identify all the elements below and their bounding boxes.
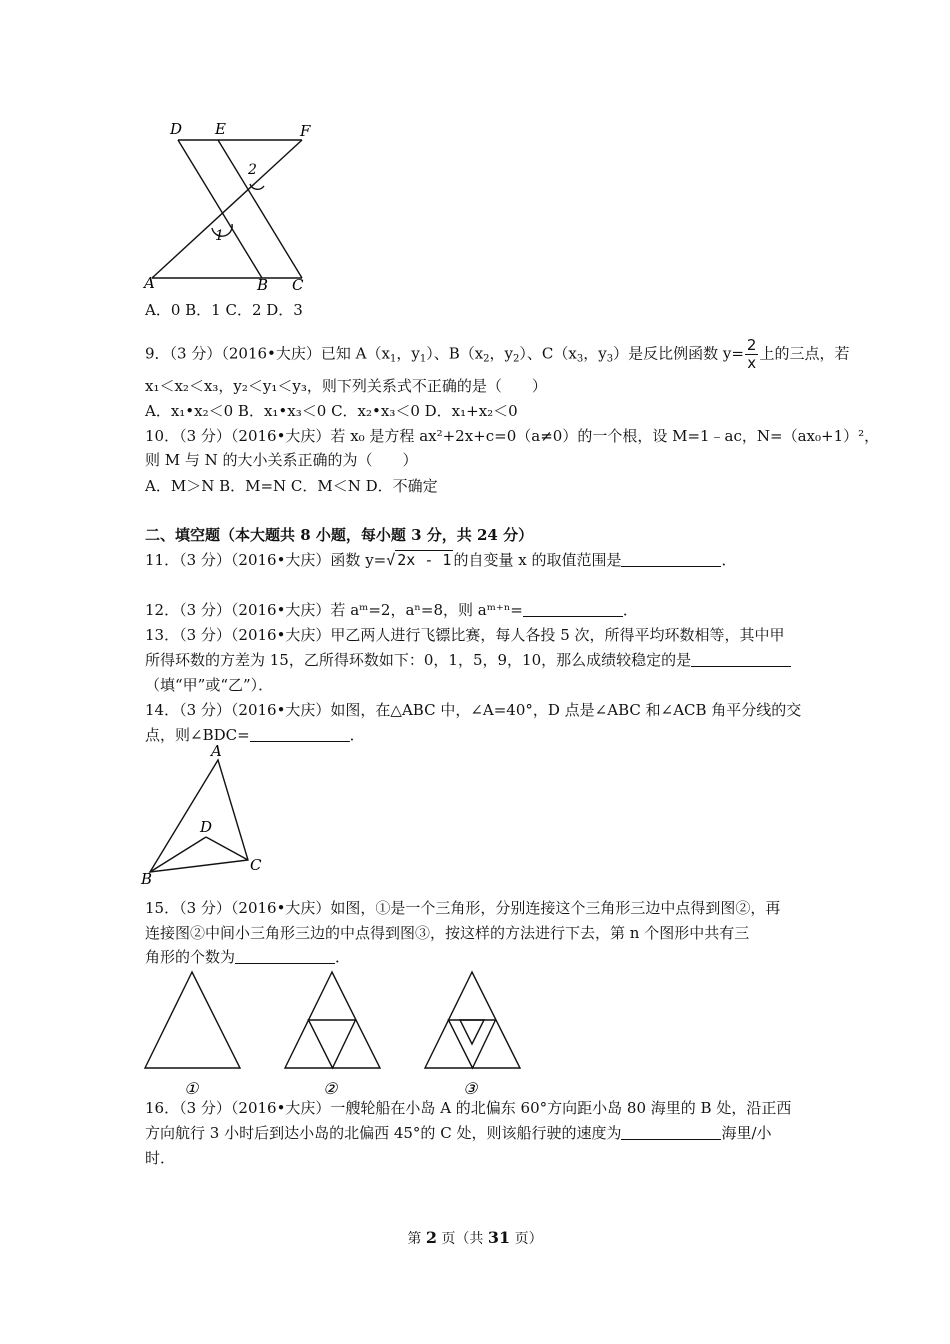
q15-line3-text: 角形的个数为 <box>145 948 236 966</box>
q16-answer-blank[interactable] <box>621 1125 721 1140</box>
label-B: B <box>141 870 153 887</box>
q16-line2 <box>145 1123 772 1143</box>
caption-1: ① <box>184 1079 199 1098</box>
figure-triangle-sequence <box>140 968 530 1100</box>
q9-sub2: 1 <box>419 353 427 365</box>
footer-mid: 页（共 <box>436 1231 488 1247</box>
q12-text: 12．（3 分）（2016•大庆）若 aᵐ=2，aⁿ=8，则 aᵐ⁺ⁿ= <box>145 601 523 619</box>
label-D: D <box>170 120 183 138</box>
q9-frac-den: x <box>747 354 757 372</box>
q11 <box>145 550 736 570</box>
q10-line2: 则 M 与 N 的大小关系正确的为（ ） <box>145 451 418 469</box>
label-A: A <box>211 742 222 760</box>
q9-mid2: ）、C（x <box>519 344 577 363</box>
q11-prefix: 11．（3 分）（2016•大庆）函数 y= <box>145 551 387 569</box>
figure-parallel-lines <box>140 118 330 298</box>
q13-line3: （填“甲”或“乙”）． <box>145 676 274 694</box>
q8-options: A．0 B．1 C．2 D．3 <box>145 301 303 319</box>
q11-end: ． <box>721 551 737 569</box>
q14-line1: 14．（3 分）（2016•大庆）如图，在△ABC 中，∠A=40°，D 点是∠ABC 和∠ACB 角平分线的交 <box>145 701 802 719</box>
label-A: A <box>144 274 155 292</box>
q15-line2: 连接图②中间小三角形三边的中点得到图③，按这样的方法进行下去，第 n 个图形中共有三 <box>145 924 750 942</box>
q14-end: ． <box>349 726 365 744</box>
figure-triangle-abc <box>138 742 268 887</box>
label-C: C <box>292 276 304 294</box>
q16-line2-end: 海里/小 <box>721 1124 772 1142</box>
q9-line2: x₁＜x₂＜x₃，y₂＜y₁＜y₃，则下列关系式不正确的是（ ） <box>145 377 547 395</box>
q9-suffix: 上的三点，若 <box>759 344 850 363</box>
q11-suffix: 的自变量 x 的取值范围是 <box>453 551 622 569</box>
q9-mid3: ）是反比例函数 y= <box>613 344 744 363</box>
label-B: B <box>257 276 269 294</box>
q9-prefix: 9．（3 分）（2016•大庆）已知 A（x <box>145 344 390 363</box>
q10-options: A．M＞N B．M=N C．M＜N D．不确定 <box>145 477 438 495</box>
q16-line2-text: 方向航行 3 小时后到达小岛的北偏西 45°的 C 处，则该船行驶的速度为 <box>145 1124 622 1142</box>
q9-c2: ，y <box>489 344 514 363</box>
q10-line1: 10．（3 分）（2016•大庆）若 x₀ 是方程 ax²+2x+c=0（a≠0）的一个根，设 M=1﹣ac，N=（ax₀+1）²， <box>145 427 880 445</box>
q9-sub3: 2 <box>483 353 490 365</box>
q11-radicand: 2x - 1 <box>397 551 452 569</box>
q16-line1: 16．（3 分）（2016•大庆）一艘轮船在小岛 A 的北偏东 60°方向距小岛 80 海里的 B 处，沿正西 <box>145 1099 792 1117</box>
q12 <box>145 600 638 620</box>
q15-answer-blank[interactable] <box>235 949 335 964</box>
q9-frac-num: 2 <box>746 336 757 354</box>
q12-end: ． <box>622 601 638 619</box>
footer-total-pages: 31 <box>487 1228 511 1247</box>
q9-sub4: 2 <box>513 353 520 365</box>
angle-1: 1 <box>215 228 224 244</box>
q11-sqrt: √ 2x - 1 <box>386 551 452 569</box>
q9-c1: ，y <box>396 344 420 363</box>
label-D: D <box>200 818 213 836</box>
q11-answer-blank[interactable] <box>621 552 721 567</box>
q15-line1: 15．（3 分）（2016•大庆）如图，①是一个三角形，分别连接这个三角形三边中点得到图②，再 <box>145 899 781 917</box>
angle-2: 2 <box>248 162 257 178</box>
section-fill-in-heading: 二、填空题（本大题共 8 小题，每小题 3 分，共 24 分） <box>145 526 534 544</box>
q9-c3: ，y <box>583 344 607 363</box>
page-footer <box>0 1228 950 1248</box>
footer-page-number: 2 <box>425 1228 437 1247</box>
label-E: E <box>215 120 226 138</box>
footer-pre: 第 <box>407 1231 426 1247</box>
q13-answer-blank[interactable] <box>691 652 791 667</box>
q12-answer-blank[interactable] <box>523 602 623 617</box>
q9-line1 <box>145 337 849 372</box>
q9-sub1: 1 <box>389 353 397 365</box>
q16-line3: 时． <box>145 1149 176 1167</box>
caption-3: ③ <box>463 1079 478 1098</box>
q15-line3 <box>145 947 350 967</box>
q14-line2-text: 点，则∠BDC= <box>145 726 250 744</box>
caption-2: ② <box>323 1079 338 1098</box>
q13-line1: 13．（3 分）（2016•大庆）甲乙两人进行飞镖比赛，每人各投 5 次，所得平均环数相等，其中甲 <box>145 626 785 644</box>
label-C: C <box>250 856 262 874</box>
q9-mid1: ）、B（x <box>426 344 484 363</box>
q9-sub6: 3 <box>606 353 614 365</box>
q14-answer-blank[interactable] <box>250 727 350 742</box>
footer-post: 页） <box>510 1231 543 1247</box>
q9-options: A．x₁•x₂＜0 B．x₁•x₃＜0 C．x₂•x₃＜0 D．x₁+x₂＜0 <box>145 402 518 420</box>
q15-end: ． <box>335 948 351 966</box>
q13-line2 <box>145 650 791 670</box>
q9-fraction <box>745 337 759 372</box>
label-F: F <box>300 122 311 140</box>
q9-sub5: 3 <box>576 353 584 365</box>
q13-line2-text: 所得环数的方差为 15，乙所得环数如下：0，1，5，9，10，那么成绩较稳定的是 <box>145 651 692 669</box>
